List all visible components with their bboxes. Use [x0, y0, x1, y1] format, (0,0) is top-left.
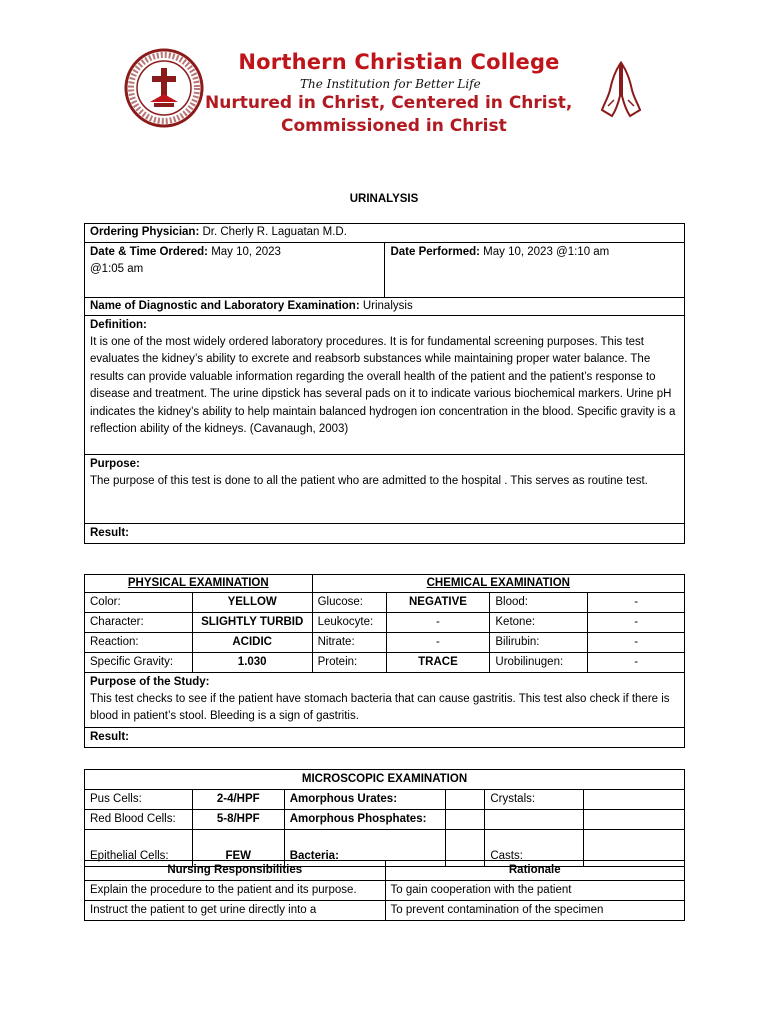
purpose-label: Purpose:: [90, 458, 140, 470]
blood-label: Blood:: [490, 593, 588, 613]
performed-label: Date Performed:: [390, 246, 480, 258]
epithelial-value: FEW: [225, 850, 252, 862]
motto-line-1: Nurtured in Christ, Centered in Christ,: [205, 93, 573, 113]
table-row: [85, 770, 685, 790]
study-purpose-label: Purpose of the Study:: [90, 676, 210, 688]
table-row: [85, 243, 685, 298]
rbc-label: Red Blood Cells:: [85, 810, 193, 830]
nursing-item: Explain the procedure to the patient and its purpose.: [85, 881, 386, 901]
nitrate-label: Nitrate:: [312, 633, 386, 653]
bilirubin-value: -: [588, 633, 685, 653]
table-row: [85, 593, 685, 613]
glucose-label: Glucose:: [312, 593, 386, 613]
exam-result-label: Result:: [90, 730, 129, 743]
exam-name-label: Name of Diagnostic and Laboratory Examination:: [90, 300, 360, 312]
urobilinogen-value: -: [588, 653, 685, 673]
amorphous-phosphates-label: Amorphous Phosphates:: [289, 813, 427, 825]
table-row: [85, 810, 685, 830]
document-title: URINALYSIS: [349, 193, 419, 205]
microscopic-exam-header: MICROSCOPIC EXAMINATION: [301, 773, 468, 785]
college-seal-logo: [124, 48, 204, 128]
college-name: Northern Christian College: [238, 50, 560, 74]
bacteria-label: Bacteria:: [289, 850, 339, 862]
table-row: [85, 901, 685, 921]
glucose-value: NEGATIVE: [409, 596, 467, 608]
ketone-label: Ketone:: [490, 613, 588, 633]
rationale-item: To prevent contamination of the specimen: [385, 901, 684, 921]
pus-cells-label: Pus Cells:: [85, 790, 193, 810]
leukocyte-label: Leukocyte:: [312, 613, 386, 633]
table-row: [85, 881, 685, 901]
protein-value: TRACE: [418, 656, 458, 668]
exam-name-value: Urinalysis: [359, 300, 413, 312]
table-row: [85, 224, 685, 243]
praying-hands-icon: [598, 60, 644, 120]
physical-chemical-table: [84, 574, 685, 748]
purpose-text: The purpose of this test is done to all the patient who are admitted to the hospital . This serves as routine test.: [90, 475, 648, 487]
nursing-header: Nursing Responsibilities: [167, 864, 303, 876]
table-row: [85, 861, 685, 881]
color-label: Color:: [85, 593, 193, 613]
reaction-value: ACIDIC: [232, 636, 272, 648]
study-purpose-text: This test checks to see if the patient have stomach bacteria that can cause gastritis. This test also check if there is blood in patient’s stool. Bleeding is a sign of gastritis.: [90, 693, 670, 723]
bilirubin-label: Bilirubin:: [490, 633, 588, 653]
table-row: [85, 727, 685, 747]
color-value: YELLOW: [227, 596, 277, 608]
character-label: Character:: [85, 613, 193, 633]
casts-label: Casts:: [485, 830, 584, 867]
performed-value: May 10, 2023 @1:10 am: [479, 246, 610, 258]
college-tagline: The Institution for Better Life: [300, 77, 481, 91]
pus-cells-value: 2-4/HPF: [216, 793, 260, 805]
result-label: Result:: [90, 527, 129, 539]
physician-value: Dr. Cherly R. Laguatan M.D.: [199, 226, 347, 238]
amorphous-urates-label: Amorphous Urates:: [289, 793, 398, 805]
leukocyte-value: -: [386, 613, 490, 633]
rationale-header: Rationale: [508, 864, 561, 876]
definition-text: It is one of the most widely ordered laboratory procedures. It is for fundamental screening purposes. This test evaluates the kidney’s ability to excrete and reabsorb substances while maintaining proper water balance. The results can provide valuable information regarding the overall health of the patient and the patient’s response to disease and treatment. The urine dipstick has several pads on it to indicate various biochemical markers. Urine pH indicates the kidney’s ability to help maintain balanced hydrogen ion concentration in the blood. Specific gravity is a reflection ability of the kidneys. (Cavanaugh, 2003): [90, 336, 676, 436]
blood-value: -: [588, 593, 685, 613]
crystals-label: Crystals:: [485, 790, 584, 810]
physical-exam-header: PHYSICAL EXAMINATION: [127, 577, 269, 589]
protein-label: Protein:: [312, 653, 386, 673]
nursing-table: [84, 860, 685, 921]
reaction-label: Reaction:: [85, 633, 193, 653]
ketone-value: -: [588, 613, 685, 633]
table-row: [85, 575, 685, 593]
definition-label: Definition:: [90, 319, 147, 331]
table-row: [85, 673, 685, 728]
table-row: [85, 298, 685, 316]
urobilinogen-label: Urobilinugen:: [490, 653, 588, 673]
table-row: [85, 613, 685, 633]
specific-gravity-value: 1.030: [237, 656, 267, 668]
rationale-item: To gain cooperation with the patient: [385, 881, 684, 901]
table-row: [85, 455, 685, 524]
ordered-time: @1:05 am: [90, 263, 144, 275]
ordered-value: May 10, 2023: [208, 246, 281, 258]
table-row: [85, 316, 685, 455]
chemical-exam-header: CHEMICAL EXAMINATION: [426, 577, 570, 589]
ordered-label: Date & Time Ordered:: [90, 246, 209, 258]
order-info-table: [84, 223, 685, 544]
table-row: [85, 653, 685, 673]
character-value: SLIGHTLY TURBID: [201, 616, 304, 628]
microscopic-table: [84, 769, 685, 867]
nursing-item: Instruct the patient to get urine directly into a: [85, 901, 386, 921]
rbc-value: 5-8/HPF: [216, 813, 260, 825]
table-row: [85, 524, 685, 544]
physician-label: Ordering Physician:: [90, 226, 200, 238]
epithelial-label: Epithelial Cells:: [85, 830, 193, 867]
specific-gravity-label: Specific Gravity:: [85, 653, 193, 673]
motto-line-2: Commissioned in Christ: [281, 116, 507, 136]
nitrate-value: -: [386, 633, 490, 653]
table-row: [85, 790, 685, 810]
table-row: [85, 633, 685, 653]
